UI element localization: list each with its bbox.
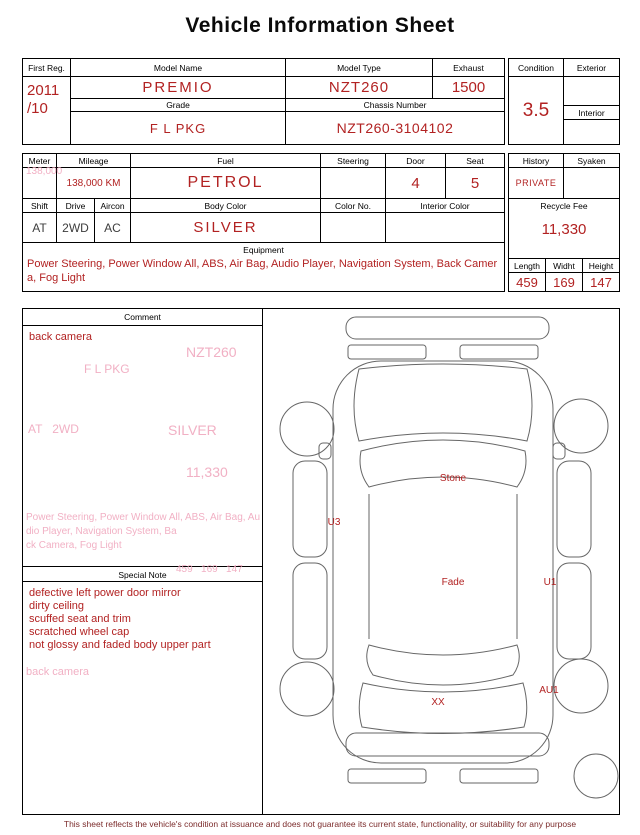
ghost-text: Power Steering, Power Window All, ABS, Air Bag, Au (26, 512, 261, 523)
meter-label: Meter (23, 154, 57, 168)
car-diagram (263, 309, 619, 814)
body-color-value: SILVER (131, 213, 321, 243)
first-reg-label: First Reg. (23, 59, 71, 77)
ghost-text: 11,330 (186, 464, 228, 480)
door-panel-rear-right (557, 563, 591, 659)
damage-label-u3: U3 (327, 517, 341, 528)
drive-label: Drive (57, 199, 95, 213)
special-note-line: scratched wheel cap (29, 626, 130, 638)
ghost-text: ck Camera, Fog Light (26, 540, 122, 551)
equipment-label: Equipment (243, 245, 284, 255)
ghost-text: NZT260 (186, 344, 237, 360)
disclaimer-text: This sheet reflects the vehicle's condition at issuance and does not guarantee its current state, functionality, or suitability for any purpose (63, 819, 577, 829)
ghost-text: 459 169 147 (176, 564, 243, 575)
grade-circle (574, 754, 618, 798)
damage-label-au1: AU1 (539, 685, 559, 696)
exhaust-value: 1500 (433, 77, 504, 99)
rear-window-outline (367, 645, 520, 685)
model-type-label: Model Type (286, 59, 433, 77)
model-name-value: PREMIO (71, 77, 286, 99)
body-color-label: Body Color (131, 199, 321, 213)
equipment-cell (23, 243, 504, 291)
comment-label: Comment (23, 309, 262, 326)
shift-label: Shift (23, 199, 57, 213)
special-note-line: defective left power door mirror (29, 587, 181, 599)
ghost-text: SILVER (168, 422, 217, 438)
grade-label: Grade (71, 99, 286, 112)
rear-bumper-shape (346, 733, 549, 756)
chassis-number-label: Chassis Number (286, 99, 504, 112)
special-note-line: scuffed seat and trim (29, 613, 131, 625)
comment-text: back camera (29, 331, 92, 343)
syaken-label: Syaken (564, 154, 619, 168)
length-label: Length (509, 259, 546, 273)
color-no-value (321, 213, 386, 243)
bottom-section (22, 308, 620, 815)
exterior-label: Exterior (564, 59, 619, 77)
first-reg-year: 2011 (27, 82, 60, 99)
interior-color-label: Interior Color (386, 199, 504, 213)
page-title: Vehicle Information Sheet (185, 14, 455, 37)
hood-outline (354, 364, 532, 441)
equipment-value: Power Steering, Power Window All, ABS, Air Bag, Audio Player, Navigation System, Back Camera, Fog Light (27, 258, 498, 284)
interior-value (564, 120, 619, 144)
middle-right-table (508, 153, 620, 292)
door-panel-rear-left (293, 563, 327, 659)
rear-light-right-shape (460, 769, 538, 783)
height-label: Height (583, 259, 619, 273)
ghost-text: 138,000 (26, 166, 63, 177)
ghost-text: dio Player, Navigation System, Ba (26, 526, 177, 537)
history-label: History (509, 154, 564, 168)
wheel-rear-right (554, 659, 608, 713)
damage-label-fade: Fade (441, 577, 465, 588)
damage-label-xx: XX (431, 697, 445, 708)
condition-value: 3.5 (509, 77, 564, 144)
model-type-value: NZT260 (286, 77, 433, 99)
exhaust-label: Exhaust (433, 59, 504, 77)
steering-value (321, 168, 386, 199)
length-value: 459 (509, 273, 546, 291)
ghost-text: F L PKG (84, 362, 130, 376)
aircon-label: Aircon (95, 199, 131, 213)
shift-value: AT (23, 213, 57, 243)
mileage-value: 138,000 KM (57, 168, 131, 199)
fuel-label: Fuel (131, 154, 321, 168)
trunk-outline (359, 683, 527, 734)
steering-label: Steering (321, 154, 386, 168)
recycle-fee-cell (509, 199, 619, 259)
front-bumper-shape (346, 317, 549, 339)
mirror-right-shape (553, 443, 565, 459)
width-value: 169 (546, 273, 583, 291)
aircon-value: AC (95, 213, 131, 243)
door-panel-front-right (557, 461, 591, 557)
first-reg-month: /10 (27, 100, 48, 117)
color-no-label: Color No. (321, 199, 386, 213)
history-value: PRIVATE (509, 168, 564, 199)
mirror-left-shape (319, 443, 331, 459)
top-left-table (22, 58, 505, 145)
condition-label: Condition (509, 59, 564, 77)
damage-label-stone: Stone (439, 473, 467, 484)
top-right-table (508, 58, 620, 145)
wheel-rear-left (280, 662, 334, 716)
comment-column (23, 309, 263, 814)
seat-label: Seat (446, 154, 504, 168)
special-note-line: dirty ceiling (29, 600, 85, 612)
wheel-front-right (554, 399, 608, 453)
interior-color-value (386, 213, 504, 243)
front-light-left-shape (348, 345, 426, 359)
recycle-fee-label: Recycle Fee (540, 201, 588, 211)
special-note-label: Special Note (23, 566, 262, 582)
recycle-fee-value: 11,330 (541, 221, 587, 238)
seat-value: 5 (446, 168, 504, 199)
rear-light-left-shape (348, 769, 426, 783)
width-label: Widht (546, 259, 583, 273)
interior-label: Interior (564, 106, 619, 120)
drive-value: 2WD (57, 213, 95, 243)
door-label: Door (386, 154, 446, 168)
door-panel-front-left (293, 461, 327, 557)
fuel-value: PETROL (131, 168, 321, 199)
model-name-label: Model Name (71, 59, 286, 77)
middle-left-table (22, 153, 505, 292)
first-reg-value (23, 77, 71, 144)
ghost-text: back camera (26, 666, 89, 678)
damage-label-u1: U1 (543, 577, 557, 588)
door-value: 4 (386, 168, 446, 199)
exterior-value (564, 77, 619, 106)
mileage-label: Mileage (57, 154, 131, 168)
grade-value: F L PKG (71, 112, 286, 144)
ghost-text: AT 2WD (28, 422, 79, 436)
front-light-right-shape (460, 345, 538, 359)
special-note-content (29, 587, 257, 652)
syaken-value (564, 168, 619, 199)
height-value: 147 (590, 274, 612, 290)
wheel-front-left (280, 402, 334, 456)
chassis-number-value: NZT260-3104102 (336, 120, 454, 136)
special-note-line: not glossy and faded body upper part (29, 639, 211, 651)
